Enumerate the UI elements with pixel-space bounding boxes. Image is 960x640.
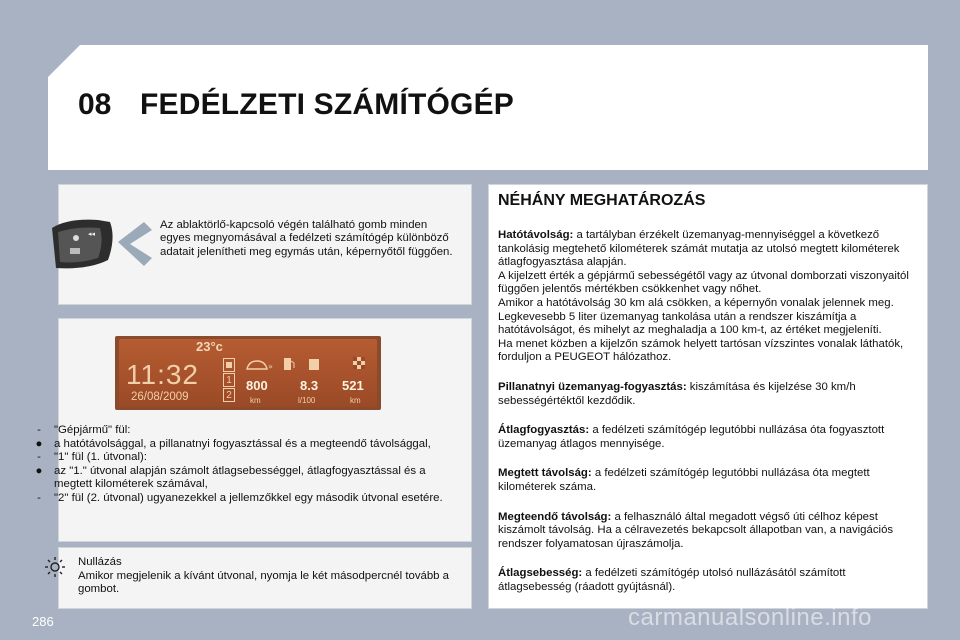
definition-average-speed: Átlagsebesség: a fedélzeti számítógép utolsó nullázásától számított átlagsebesség (ráadott gyújtásnál).: [498, 567, 846, 593]
trip-2-tab: 2: [223, 388, 235, 402]
display-range-value: 800: [246, 378, 268, 393]
trip-1-tab: 1: [223, 373, 235, 387]
reset-title: Nullázás: [78, 556, 122, 568]
display-distance-value: 521: [342, 378, 364, 393]
definition-average-consumption: Átlagfogyasztás: a fedélzeti számítógép legutóbbi nullázása óta fogyasztott üzemanyag átlagos mennyisége.: [498, 424, 885, 450]
watermark: carmanualsonline.info: [628, 604, 872, 631]
page-number: 286: [32, 614, 54, 629]
definition-range: Hatótávolság: a tartályban érzékelt üzemanyag-mennyiséggel a következő tankolásig megtehető kilométerek számát mutatja az utolsó megtett kilométerek átlagfogyasztása alapján. A kijelzett érték a gépjármű sebességétől vagy az útvonal domborzati viszonyaitól függően jelentős mértékben csökkenhet vagy nőhet. Amikor a hatótávolság 30 km alá csökken, a képernyőn vonalak jelennek meg. Legkevesebb 5 liter üzemanyag tankolása után a rendszer kiszámítja a hatótávolságot, és mihelyt az meghaladja a 100 km-t, az értéket megjeleníti. Ha menet közben a kijelzőn számok helyett tartósan vízszintes vonalak láthatók, forduljon a PEUGEOT hálózathoz.: [498, 229, 909, 364]
definition-distance-to-go: Megteendő távolság: a felhasználó által megadott végső úti célhoz képest kiszámolt távolság. Ha a célravezetés bekapcsolt állapotban van, a navigációs rendszer folyamatosan újraszámolja.: [498, 510, 894, 550]
definitions-body: [498, 229, 918, 610]
display-distance-unit: km: [350, 396, 361, 405]
definitions-heading: NÉHÁNY MEGHATÁROZÁS: [498, 192, 706, 209]
tabs-list: [30, 424, 462, 505]
display-temperature: 23°c: [196, 339, 223, 354]
reset-description: Amikor megjelenik a kívánt útvonal, nyomja le két másodpercnél tovább a gombot.: [78, 569, 450, 596]
list-item: ● a hatótávolsággal, a pillanatnyi fogyasztással és a megteendő távolsággal,: [35, 437, 431, 450]
list-item: - "1" fül (1. útvonal):: [37, 451, 147, 463]
svg-text:»: »: [268, 362, 273, 371]
wiper-stalk-icon: [48, 208, 160, 280]
list-item: - "2" fül (2. útvonal) ugyanezekkel a jellemzőkkel egy második útvonal esetére.: [37, 491, 443, 504]
reset-text: [78, 556, 462, 597]
display-consumption-value: 8.3: [300, 378, 319, 393]
definition-instant-consumption: Pillanatnyi üzemanyag-fogyasztás: kiszámítása és kijelzése 30 km/h sebességértéktől kezdődik.: [498, 380, 856, 407]
svg-text:◂◂: ◂◂: [88, 230, 96, 238]
display-date: 26/08/2009: [131, 391, 189, 403]
destination-flag-icon: [352, 356, 366, 372]
definition-distance-travelled: Megtett távolság: a fedélzeti számítógép legutóbbi nullázása óta megtett kilométerek száma.: [498, 467, 870, 493]
chapter-number: 08: [78, 88, 112, 121]
tip-sun-icon: [44, 556, 66, 578]
display-consumption-unit: l/100: [298, 396, 316, 405]
intro-text: Az ablaktörlő-kapcsoló végén található gomb minden egyes megnyomásával a fedélzeti számítógép különböző adatait jelenítheti meg egymás után, képernyőtől függően.: [160, 219, 453, 258]
chapter-title: FEDÉLZETI SZÁMÍTÓGÉP: [140, 88, 515, 121]
list-item: ● az "1." útvonal alapján számolt átlagsebességgel, átlagfogyasztással és a megtett kilométerek számával,: [35, 464, 426, 490]
display-range-unit: km: [250, 396, 261, 405]
car-range-icon: [245, 357, 275, 373]
display-time: 11:32: [126, 359, 199, 390]
fuel-can-icon: [307, 356, 321, 372]
list-item: - "Gépjármű" fül:: [37, 424, 131, 436]
car-tab-icon: [223, 358, 235, 372]
fuel-pump-icon: [282, 356, 296, 372]
